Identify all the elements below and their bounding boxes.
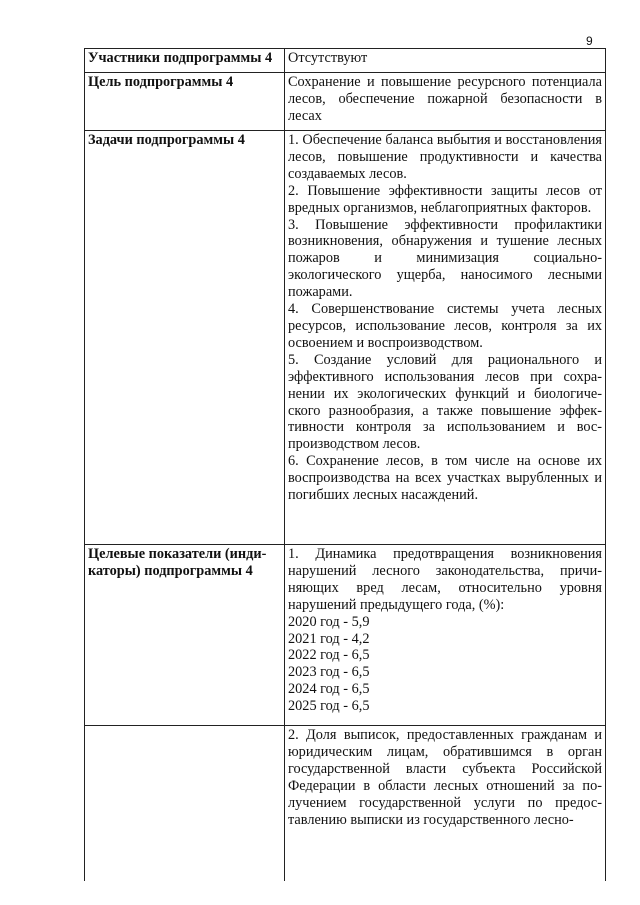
indicator-text: 2. Доля выписок, предоставленных гражданам и юридическим лицам, обратившимся в орган государственной власти субъекта Российской Федерации в области лесных отношений за получением государственной услуги по предоставлению выписки из государственного лесно- bbox=[288, 727, 602, 828]
indicator-text: 1. Динамика предотвращения возникновения нарушений лесного законодательства, причиняющих вред лесам, относительно уровня нарушений предыдущего года, (%): bbox=[288, 546, 602, 613]
row-value-indicator-2 bbox=[285, 726, 606, 882]
row-value-tasks bbox=[285, 131, 606, 545]
indicator-year-value: 2023 год - 6,5 bbox=[288, 664, 370, 681]
page-number: 9 bbox=[586, 34, 593, 48]
task-item: 2. Повышение эффективности защиты лесов от вредных организмов, неблагоприятных факторов. bbox=[288, 182, 602, 216]
task-item: 3. Повышение эффективности профилактики возникновения, обнаружения и тушение лесных пожаров и минимизация социально-экологического ущерба, наносимого лесными пожарами. bbox=[288, 216, 602, 301]
table-row bbox=[85, 49, 606, 73]
table-row bbox=[85, 131, 606, 545]
value-paragraph: Сохранение и повышение ресурсного потенциала лесов, обеспечение пожарной безопасности в лесах bbox=[288, 74, 602, 124]
row-value-goal bbox=[285, 73, 606, 131]
table-row bbox=[85, 73, 606, 131]
row-value-participants bbox=[285, 49, 606, 73]
row-label-indicators: Целевые показатели (индикаторы) подпрограммы 4 bbox=[85, 545, 285, 726]
table-row bbox=[85, 545, 606, 726]
row-label-participants: Участники подпрограммы 4 bbox=[85, 49, 285, 73]
task-item: 4. Совершенствование системы учета лесных ресурсов, использование лесов, контроля за их освоением и воспроизводством. bbox=[288, 301, 602, 351]
task-item: 5. Создание условий для рационального и эффективного использования лесов при сохранении их экологических функций и биологического разнообразия, а также повышение эффективности контроля за использованием и воспроизводством лесов. bbox=[288, 351, 602, 453]
task-item: 1. Обеспечение баланса выбытия и восстановления лесов, повышение продуктивности и качества создаваемых лесов. bbox=[288, 132, 602, 182]
table-row bbox=[85, 726, 606, 882]
indicator-year-value: 2025 год - 6,5 bbox=[288, 698, 370, 715]
row-value-indicators bbox=[285, 545, 606, 726]
program-passport-table bbox=[84, 48, 606, 881]
task-item: 6. Сохранение лесов, в том числе на основе их воспроизводства на всех участках вырубленных и погибших лесных насаждений. bbox=[288, 453, 602, 504]
value-paragraph: Отсутствуют bbox=[288, 50, 368, 66]
indicator-year-value: 2021 год - 4,2 bbox=[288, 630, 370, 647]
indicator-year-value: 2020 год - 5,9 bbox=[288, 613, 370, 630]
indicator-year-value: 2022 год - 6,5 bbox=[288, 647, 370, 664]
row-label-goal: Цель подпрограммы 4 bbox=[85, 73, 285, 131]
row-label-tasks: Задачи подпрограммы 4 bbox=[85, 131, 285, 545]
row-label-empty bbox=[85, 726, 285, 882]
indicator-year-value: 2024 год - 6,5 bbox=[288, 681, 370, 698]
